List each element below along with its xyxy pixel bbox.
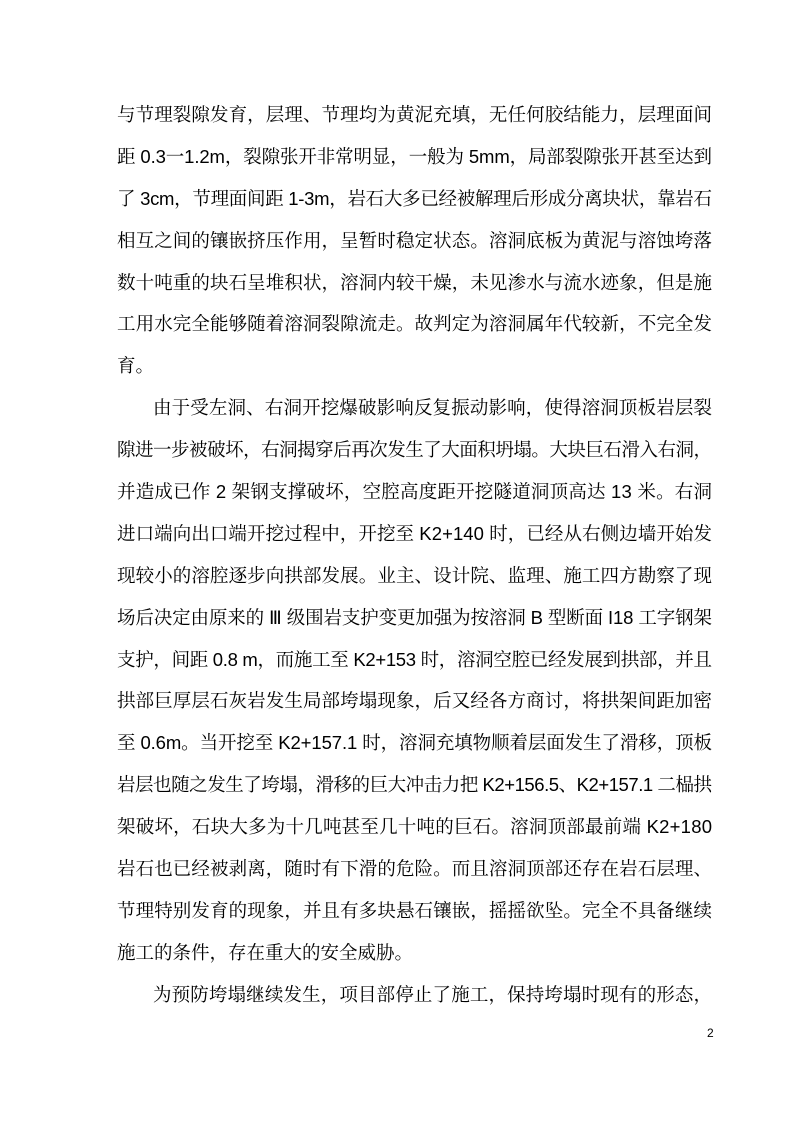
page-number: 2 [707, 1026, 714, 1040]
body-line: 施工的条件，存在重大的安全威胁。 [117, 941, 414, 963]
body-line: 与节理裂隙发育，层理、节理均为黄泥充填，无任何胶结能力，层理面间 [117, 104, 713, 125]
body-line: 为预防垮塌继续发生，项目部停止了施工，保持垮塌时现有的形态， [153, 983, 713, 1005]
body-line: 由于受左洞、右洞开挖爆破影响反复振动影响，使得溶洞顶板岩层裂 [153, 397, 713, 419]
body-line: 架破坏，石块大多为十几吨甚至几十吨的巨石。溶洞顶部最前端 K2+180 [117, 816, 713, 838]
body-line: 支护，间距 0.8 m，而施工至 K2+153 时，溶洞空腔已经发展到拱部，并且 [117, 648, 712, 670]
body-line: 岩石也已经被剥离，随时有下滑的危险。而且溶洞顶部还存在岩石层理、 [117, 858, 713, 880]
body-line: 节理特别发育的现象，并且有多块悬石镶嵌，摇摇欲坠。完全不具备继续 [117, 899, 713, 921]
body-line: 并造成已作 2 架钢支撑破坏，空腔高度距开挖隧道洞顶高达 13 米。右洞 [117, 481, 713, 503]
paragraph [117, 974, 712, 1016]
body-line: 距 0.3一1.2m，裂隙张开非常明显，一般为 5mm，局部裂隙张开甚至达到 [117, 145, 712, 167]
body-line: 岩层也随之发生了垮塌，滑移的巨大冲击力把 K2+156.5、K2+157.1 二榀拱 [117, 774, 712, 796]
paragraph [117, 387, 712, 973]
paragraph [117, 94, 712, 387]
body-line: 相互之间的镶嵌挤压作用，呈暂时稳定状态。溶洞底板为黄泥与溶蚀垮落 [117, 229, 713, 251]
body-line: 拱部巨厚层石灰岩发生局部垮塌现象，后又经各方商讨，将拱架间距加密 [117, 690, 713, 712]
body-line: 场后决定由原来的 Ⅲ 级围岩支护变更加强为按溶洞 B 型断面 I18 工字钢架 [117, 606, 712, 628]
body-line: 数十吨重的块石呈堆积状，溶洞内较干燥，未见渗水与流水迹象，但是施 [117, 271, 713, 293]
body-line: 现较小的溶腔逐步向拱部发展。业主、设计院、监理、施工四方勘察了现 [117, 564, 713, 586]
body-line: 至 0.6m。当开挖至 K2+157.1 时，溶洞充填物顺着层面发生了滑移，顶板 [117, 732, 712, 754]
document-body [117, 94, 712, 1016]
body-line: 隙进一步被破坏，右洞揭穿后再次发生了大面积坍塌。大块巨石滑入右洞， [117, 439, 712, 461]
body-line: 育。 [117, 355, 155, 377]
body-line: 了 3cm，节理面间距 1-3m，岩石大多已经被解理后形成分离块状，靠岩石 [117, 187, 712, 209]
body-line: 进口端向出口端开挖过程中，开挖至 K2+140 时，已经从右侧边墙开始发 [117, 522, 713, 544]
body-line: 工用水完全能够随着溶洞裂隙流走。故判定为溶洞属年代较新，不完全发 [117, 313, 713, 335]
